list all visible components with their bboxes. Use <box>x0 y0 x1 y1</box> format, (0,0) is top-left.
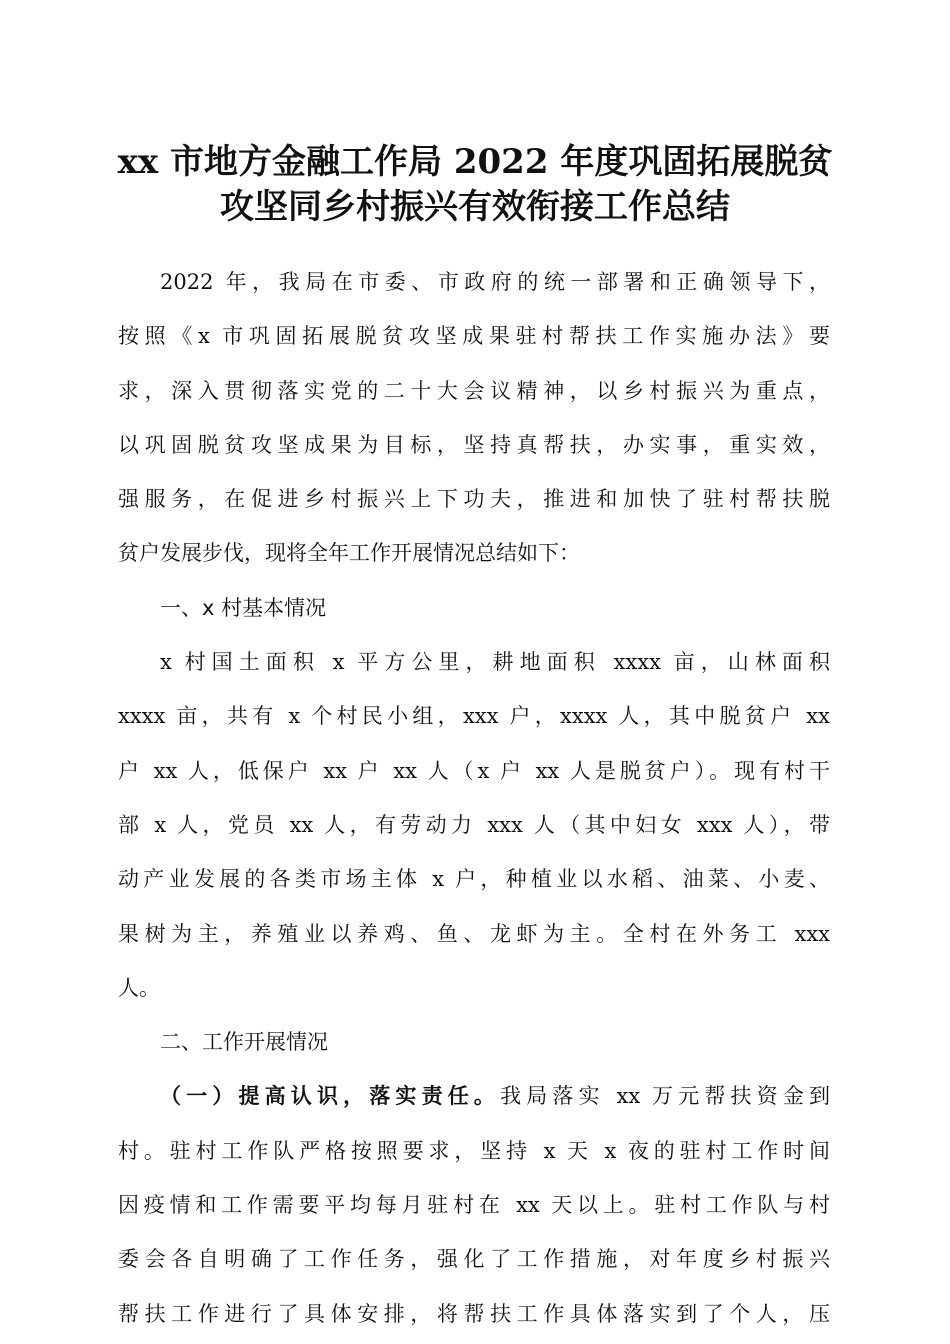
document-body <box>118 255 830 1341</box>
document-title-line-2: 攻坚同乡村振兴有效衔接工作总结 <box>220 187 730 227</box>
section-heading-2: 二、工作开展情况 <box>160 1030 328 1055</box>
intro-line: 强服务，在促进乡村振兴上下功夫，推进和加快了驻村帮扶脱 <box>118 487 830 512</box>
intro-line: 以巩固脱贫攻坚成果为目标，坚持真帮扶，办实事，重实效， <box>118 432 830 457</box>
section-1-line: 果树为主，养殖业以养鸡、鱼、龙虾为主。全村在外务工 xxx <box>118 921 830 946</box>
section-2-line: 帮扶工作进行了具体安排，将帮扶工作具体落实到了个人，压 <box>118 1301 830 1326</box>
section-2-first-line <box>118 1069 830 1123</box>
section-1-line: xxxx 亩，共有 x 个村民小组，xxx 户，xxxx 人，其中脱贫户 xx <box>118 704 830 729</box>
section-1-line: 部 x 人，党员 xx 人，有劳动力 xxx 人（其中妇女 xxx 人），带 <box>118 812 830 837</box>
intro-line: 按照《x 市巩固拓展脱贫攻坚成果驻村帮扶工作实施办法》要 <box>118 324 830 349</box>
section-2-line: 因疫情和工作需要平均每月驻村在 xx 天以上。驻村工作队与村 <box>118 1193 830 1218</box>
intro-line: 2022 年，我局在市委、市政府的统一部署和正确领导下， <box>160 270 830 294</box>
section-1-line: 动产业发展的各类市场主体 x 户，种植业以水稻、油菜、小麦、 <box>118 867 830 892</box>
document-title-line-1: xx 市地方金融工作局 2022 年度巩固拓展脱贫 <box>117 142 833 182</box>
section-heading-1: 一、x 村基本情况 <box>160 595 327 620</box>
section-2-line: 村。驻村工作队严格按照要求，坚持 x 天 x 夜的驻村工作时间 <box>118 1138 830 1163</box>
section-1-line: 户 xx 人，低保户 xx 户 xx 人（x 户 xx 人是脱贫户）。现有村干 <box>118 758 830 783</box>
section-1-line: x 村国土面积 x 平方公里，耕地面积 xxxx 亩，山林面积 <box>160 650 830 675</box>
section-1-line: 人。 <box>118 975 160 1000</box>
intro-line: 贫户发展步伐，现将全年工作开展情况总结如下： <box>118 541 580 566</box>
section-2-first-line-rest: 我局落实 xx 万元帮扶资金到 <box>500 1084 830 1109</box>
subheading-1: （一）提高认识，落实责任。 <box>160 1083 501 1109</box>
section-2-line: 委会各自明确了工作任务，强化了工作措施，对年度乡村振兴 <box>118 1247 830 1272</box>
intro-line: 求，深入贯彻落实党的二十大会议精神，以乡村振兴为重点， <box>118 378 830 403</box>
